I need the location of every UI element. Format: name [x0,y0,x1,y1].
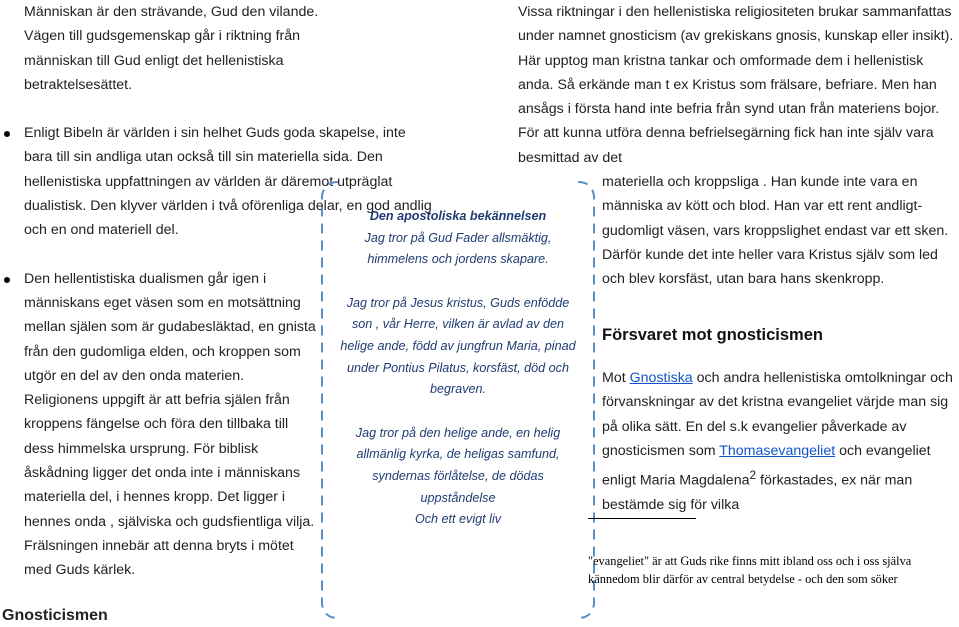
bullet-text: Enligt Bibeln är världen i sin helhet Guds goda skapelse, inte bara till sin andliga utan också till sin materiella sida. Den hellenistiska uppfattningen av världen är däremot utpräglat dualistisk. Den klyver världen i två oförenliga delar, en god andlig och en ond materiell del. [24,125,432,239]
section-heading-defense: Försvaret mot gnosticismen [602,326,823,344]
defense-text: och evangeliet enligt Maria Magdalena [602,442,931,489]
section-heading-gnosticism: Gnosticismen [2,607,108,624]
left-column [0,0,432,583]
bullet-paragraph-bible [0,121,432,242]
defense-paragraph [602,366,958,518]
gnosticism-paragraph: Vissa riktningar i den hellenistiska religiositeten brukar sammanfattas under namnet gnosticism (av grekiskans gnosis, kunskap eller insikt). Här upptog man kristna tankar och omformade dem i hellenistisk anda. Så erkände man t ex Kristus som frälsare, befriare. Men han ansågs i första hand inte befria från synd utan från materiens bojor. För att kunna utföra denna befrielsegärning fick han inte själv vara besmittad av det [518,4,954,166]
defense-text: förkastades, ex när man bestämde sig för vilka [602,472,913,514]
link-thomasevangeliet[interactable]: Thomasevangeliet [719,442,836,459]
creed-title: Den apostoliska bekännelsen [369,209,547,223]
footnote-divider [588,518,696,519]
footnote-marker[interactable]: 2 [749,468,757,483]
right-column [518,0,958,292]
defense-text: Mot [602,370,630,386]
bullet-text: Den hellentistiska dualismen går igen i människans eget väsen som en motsättning mellan själen som är gudabesläktad, en gnista från den gudomliga elden, och kroppen som utgör en del av den onda materien. Religionens uppgift är att befria själen från kroppens fängelse och föra den tillbaka till dess himmelska ursprung. För biblisk åskådning ligger det onda inte i människans materiella del, i hennes kropp. Det ligger i hennes onda , själviska och gudsfientliga vilja. Frälsningen innebär att denna bryts i mötet med Guds kärlek. [24,270,316,579]
creed-paragraph-life: Och ett evigt liv [414,512,502,527]
creed-paragraph-son: Jag tror på Jesus kristus, Guds enfödde son , vår Herre, vilken är avlad av den helige ande, född av jungfrun Maria, pinad under Pontius Pilatus, korsfäst, död och begraven. [340,295,576,397]
creed-paragraph-father: Jag tror på Gud Fader allsmäktig, himmelens och jordens skapare. [364,230,552,267]
bullet-icon [4,131,10,137]
footnote-text: "evangeliet" är att Guds rike finns mitt ibland oss och i oss själva kännedom blir därför av central betydelse - och den som söker [588,554,912,586]
bullet-paragraph-dualism [0,267,330,583]
link-gnostiska[interactable]: Gnostiska [629,370,693,386]
bullet-icon [4,277,10,283]
defense-text: och andra hellenistiska omtolkningar och förvanskningar av det kristna evangeliet värjde man sig på olika sätt. En del s.k evangelier påverkade av gnosticismen som [602,370,953,459]
creed-paragraph-spirit: Jag tror på den helige ande, en helig allmänlig kyrka, de heligas samfund, syndernas förlåtelse, de dödas uppståndelse [355,425,561,505]
intro-paragraph: Människan är den strävande, Gud den vilande. Vägen till gudsgemenskap går i riktning från människan till Gud enligt det hellenistiska betraktelsesättet. [24,4,319,93]
gnosticism-paragraph-continued: materiella och kroppsliga . Han kunde inte vara en människa av kött och blod. Han var ett rent andligt-gudomligt väsen, vars kroppslighet endast var ett sken. Därför kunde det inte heller vara Kristus själv som led och blev korsfäst, utan bara hans skenkropp. [602,174,949,288]
